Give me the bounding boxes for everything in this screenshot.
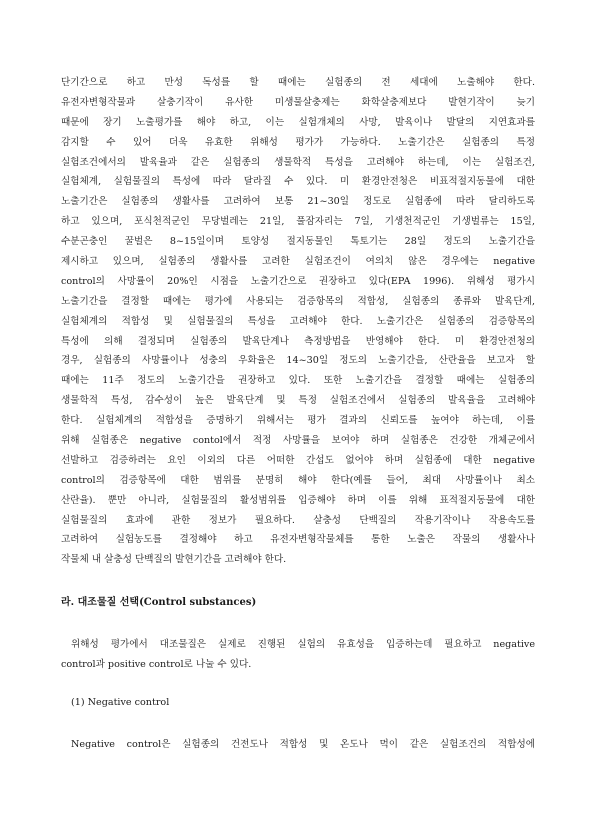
body-line: 한다. 실험체계의 적합성을 증명하기 위해서는 평가 결과의 신뢰도를 높여야 하는데, 이를: [61, 415, 535, 427]
body-line: 유전자변형작물과 살충기작이 유사한 미생물살충제는 화학살충제보다 발현기작이 늦기: [61, 96, 535, 108]
intro-line: 위해성 평가에서 대조물질은 실제로 진행된 실험의 유효성을 입증하는데 필요하고 negative: [71, 639, 535, 650]
body-line: 수분곤충인 꿀벌은 8~15일이며 토양성 절지동물인 톡토기는 28일 정도의 노출기간을: [61, 236, 535, 248]
exposure-period-paragraph: [61, 73, 535, 570]
negative-control-paragraph: [71, 735, 535, 755]
body-line: 실험체계, 실험물질의 특성에 따라 달라질 수 있다. 미 환경안전청은 비표적절지동물에 대한: [61, 176, 535, 188]
body-line: 하고 있으며, 포식천적군인 무당벌레는 21일, 풀잠자리는 7일, 기생천적군인 기생벌류는 15일,: [61, 216, 535, 228]
body-line: 선발하고 검증하려는 요인 이외의 다른 어떠한 간섭도 없어야 하며 실험종에 대한 negative: [61, 454, 535, 466]
body-line: 위해 실험종은 negative contol에서 적정 사망률을 보여야 하며 실험종은 건강한 개체군에서: [61, 435, 535, 447]
intro-line: control과 positive control로 나눌 수 있다.: [61, 658, 252, 670]
body-line: 작물체 내 살충성 단백질의 발현기간을 고려해야 한다.: [61, 554, 287, 566]
body-line: 단기간으로 하고 만성 독성를 할 때에는 실험종의 전 세대에 노출해야 한다.: [61, 77, 535, 88]
negative-control-subheading: (1) Negative control: [71, 697, 170, 708]
body-line: control의 사망률이 20%인 시점을 노출기간으로 권장하고 있다(EPA 1996). 위해성 평가시: [61, 275, 535, 287]
body-line: 감지할 수 있어 더욱 유효한 위해성 평가가 가능하다. 노출기간은 실험종의 특정: [61, 136, 535, 148]
body-line: 노출기간을 결정할 때에는 평가에 사용되는 검증항목의 적합성, 실험종의 종류와 발육단계,: [61, 295, 535, 307]
body-line: control의 검증항목에 대한 범위를 분명히 해야 한다(예를 들어, 최대 사망률이나 최소: [61, 474, 535, 486]
body-line: 노출기간은 실험종의 생활사를 고려하여 보통 21~30일 정도로 실험종에 따라 달리하도록: [61, 196, 535, 208]
body-line: 산란율). 뿐만 아니라, 실험물질의 활성범위를 입증해야 하며 이를 위해 표적절지동물에 대한: [61, 494, 535, 506]
body-line: 경우, 실험종의 사망률이나 성충의 우화율은 14~30일 정도의 노출기간을, 산란율을 보고자 할: [61, 355, 535, 367]
body-line: 때에는 11주 정도의 노출기간을 권장하고 있다. 또한 노출기간을 결정할 때에는 실험종의: [61, 375, 535, 387]
body-line: 때문에 장기 노출평가를 해야 하고, 이는 실험개체의 사망, 발육이나 발달의 지연효과를: [61, 116, 535, 128]
page-body: [61, 73, 535, 750]
control-substances-intro: [61, 635, 535, 675]
body-line: 고려하여 실험농도를 결정해야 하고 유전자변형작물체를 통한 노출은 작물의 생활사나: [61, 534, 535, 546]
body-line: Negative control은 실험종의 건전도나 적합성 및 온도나 먹이 같은 실험조건의 적합성에: [71, 739, 535, 750]
body-line: 실험조건에서의 발육율과 같은 실험종의 생물학적 특성을 고려해야 하는데, 이는 실험조건,: [61, 156, 535, 168]
body-line: 특성에 의해 결정되며 실험종의 발육단계나 측정방법을 반영해야 한다. 미 환경안전청의: [61, 335, 535, 347]
body-line: 생물학적 특성, 감수성이 높은 발육단계 및 특정 실험조건에서 실험종의 발육율을 고려해야: [61, 395, 535, 407]
body-line: 실험체계의 적합성 및 실험물질의 특성을 고려해야 한다. 노출기간은 실험종의 검증항목의: [61, 315, 535, 327]
body-line: 실험물질의 효과에 관한 정보가 필요하다. 살충성 단백질의 작용기작이나 작용속도를: [61, 514, 535, 526]
body-line: 제시하고 있으며, 실험종의 생활사를 고려한 실험조건이 여의치 않은 경우에는 negative: [61, 256, 535, 268]
section-heading: 라. 대조물질 선택(Control substances): [61, 597, 257, 608]
